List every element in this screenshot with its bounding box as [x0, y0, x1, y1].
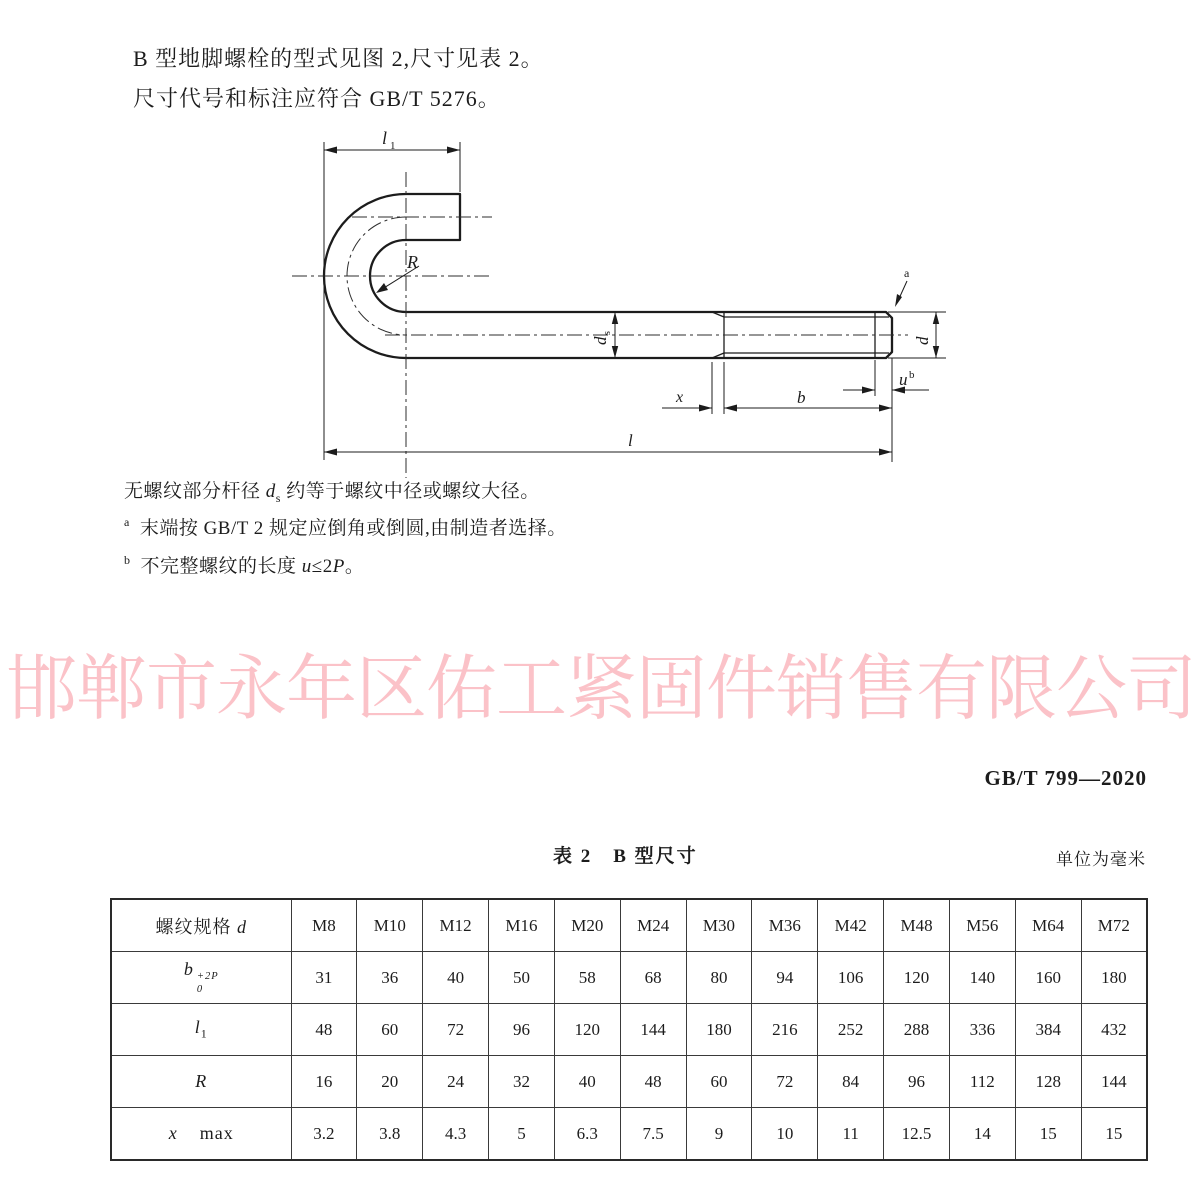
table-cell: 48 [291, 1004, 357, 1056]
table-row-r [111, 1056, 1147, 1108]
ds-label-sub: s [602, 331, 613, 335]
table-cell: 336 [949, 1004, 1015, 1056]
note-var-sub: s [275, 490, 281, 505]
arrowhead [324, 147, 337, 154]
row-header-r [111, 1056, 291, 1108]
table-cell: 20 [357, 1056, 423, 1108]
row-label-var: l [194, 1017, 201, 1038]
table-cell: M10 [357, 899, 423, 952]
row-label-suffix: max [199, 1123, 234, 1143]
table-cell: 96 [884, 1056, 950, 1108]
row-label-sub: 1 [200, 1026, 208, 1041]
row-label-var: x [168, 1123, 178, 1143]
footnote-a [124, 513, 567, 540]
table-row-x-max [111, 1108, 1147, 1161]
arrowhead [612, 346, 618, 358]
tolerance-lower: 0 [196, 983, 204, 995]
l-label: l [628, 431, 633, 450]
ds-label: d [591, 336, 610, 345]
figure-note [124, 476, 540, 506]
table-cell: M56 [949, 899, 1015, 952]
row-header-b [111, 952, 291, 1004]
table-cell: 15 [1015, 1108, 1081, 1161]
table-cell: M42 [818, 899, 884, 952]
table-cell: 60 [686, 1056, 752, 1108]
row-label-var: R [195, 1071, 208, 1091]
table-cell: 72 [752, 1056, 818, 1108]
table-cell: 288 [884, 1004, 950, 1056]
table-cell: M36 [752, 899, 818, 952]
u-label: u [899, 370, 908, 389]
table-row-l1 [111, 1004, 1147, 1056]
table-cell: 9 [686, 1108, 752, 1161]
d-label: d [913, 336, 932, 345]
l1-label-sub: 1 [390, 140, 396, 152]
table-cell: M72 [1081, 899, 1147, 952]
footnote-text: 末端按 GB/T 2 规定应倒角或倒圆,由制造者选择。 [139, 518, 567, 539]
table-cell: 96 [489, 1004, 555, 1056]
table-cell: 7.5 [620, 1108, 686, 1161]
row-header-thread-spec [111, 899, 291, 952]
note-text: 无螺纹部分杆径 [124, 481, 266, 502]
table-cell: 432 [1081, 1004, 1147, 1056]
note-text: 约等于螺纹中径或螺纹大径。 [280, 481, 540, 502]
arrowhead [324, 449, 337, 456]
intro-line-2: 尺寸代号和标注应符合 GB/T 5276。 [133, 86, 501, 111]
footnote-text: ≤2 [311, 556, 333, 577]
table-cell: M64 [1015, 899, 1081, 952]
footnote-b [124, 551, 364, 578]
arrowhead [612, 312, 618, 324]
table-cell: 216 [752, 1004, 818, 1056]
table-cell: 48 [620, 1056, 686, 1108]
table-cell: 24 [423, 1056, 489, 1108]
tolerance-upper: +2P [196, 971, 219, 983]
r-label: R [407, 252, 418, 272]
dimension-table [110, 898, 1148, 1161]
arrowhead [724, 405, 737, 412]
footnote-marker: b [124, 553, 131, 567]
arrowhead [879, 405, 892, 412]
table-cell: 68 [620, 952, 686, 1004]
table-cell: 128 [1015, 1056, 1081, 1108]
table-cell: 11 [818, 1108, 884, 1161]
row-label: 螺纹规格 [155, 916, 237, 937]
footnote-var: P [332, 556, 345, 577]
u-label-sup: b [909, 369, 915, 381]
note-var: d [265, 481, 276, 502]
table-cell: 112 [949, 1056, 1015, 1108]
table-cell: 120 [554, 1004, 620, 1056]
arrowhead [895, 294, 902, 307]
table-cell: 84 [818, 1056, 884, 1108]
row-label-var: b [183, 959, 194, 980]
table-cell: 5 [489, 1108, 555, 1161]
table-cell: 4.3 [423, 1108, 489, 1161]
footnote-marker: a [124, 515, 130, 529]
table-cell: 120 [884, 952, 950, 1004]
table-cell: 10 [752, 1108, 818, 1161]
a-label: a [904, 266, 910, 280]
table-cell: 31 [291, 952, 357, 1004]
company-watermark: 邯郸市永年区佑工紧固件销售有限公司 [6, 650, 1197, 729]
table-cell: 144 [620, 1004, 686, 1056]
table-cell: M30 [686, 899, 752, 952]
intro-line-1: B 型地脚螺栓的型式见图 2,尺寸见表 2。 [133, 46, 544, 71]
table-cell: 3.2 [291, 1108, 357, 1161]
table-cell: 36 [357, 952, 423, 1004]
arrowhead [699, 405, 712, 412]
arrowhead [376, 283, 388, 293]
table-cell: M12 [423, 899, 489, 952]
table-cell: 106 [818, 952, 884, 1004]
l1-label: l [382, 128, 388, 148]
table-cell: 16 [291, 1056, 357, 1108]
table-cell: 144 [1081, 1056, 1147, 1108]
table-unit-note: 单位为毫米 [1056, 850, 1146, 869]
table-title: 表 2 B 型尺寸 [553, 846, 698, 867]
table-cell: 60 [357, 1004, 423, 1056]
table-cell: 3.8 [357, 1108, 423, 1161]
row-header-l1 [111, 1004, 291, 1056]
table-cell: 6.3 [554, 1108, 620, 1161]
table-cell: 40 [554, 1056, 620, 1108]
table-cell: 40 [423, 952, 489, 1004]
arrowhead [879, 449, 892, 456]
table-cell: 12.5 [884, 1108, 950, 1161]
row-header-x-max [111, 1108, 291, 1161]
arrowhead [933, 346, 939, 358]
arrowhead [862, 387, 875, 394]
table-cell: 94 [752, 952, 818, 1004]
table-row-thread-spec [111, 899, 1147, 952]
table-row-b [111, 952, 1147, 1004]
standard-code: GB/T 799—2020 [984, 766, 1147, 790]
table-cell: 58 [554, 952, 620, 1004]
table-cell: 32 [489, 1056, 555, 1108]
footnote-text: 。 [344, 556, 365, 577]
table-cell: M24 [620, 899, 686, 952]
b-label: b [797, 388, 806, 407]
table-cell: M8 [291, 899, 357, 952]
table-cell: 15 [1081, 1108, 1147, 1161]
table-cell: 180 [1081, 952, 1147, 1004]
x-label: x [676, 389, 684, 406]
table-cell: 252 [818, 1004, 884, 1056]
footnote-var: u [301, 556, 312, 577]
table-cell: 80 [686, 952, 752, 1004]
table-cell: 384 [1015, 1004, 1081, 1056]
footnote-text: 不完整螺纹的长度 [140, 556, 302, 577]
table-cell: 160 [1015, 952, 1081, 1004]
table-cell: 50 [489, 952, 555, 1004]
table-cell: 180 [686, 1004, 752, 1056]
table-cell: 72 [423, 1004, 489, 1056]
table-cell: M16 [489, 899, 555, 952]
table-cell: 14 [949, 1108, 1015, 1161]
arrowhead [447, 147, 460, 154]
table-cell: 140 [949, 952, 1015, 1004]
table-cell: M48 [884, 899, 950, 952]
arrowhead [933, 312, 939, 324]
row-label-var: d [237, 916, 247, 937]
table-cell: M20 [554, 899, 620, 952]
